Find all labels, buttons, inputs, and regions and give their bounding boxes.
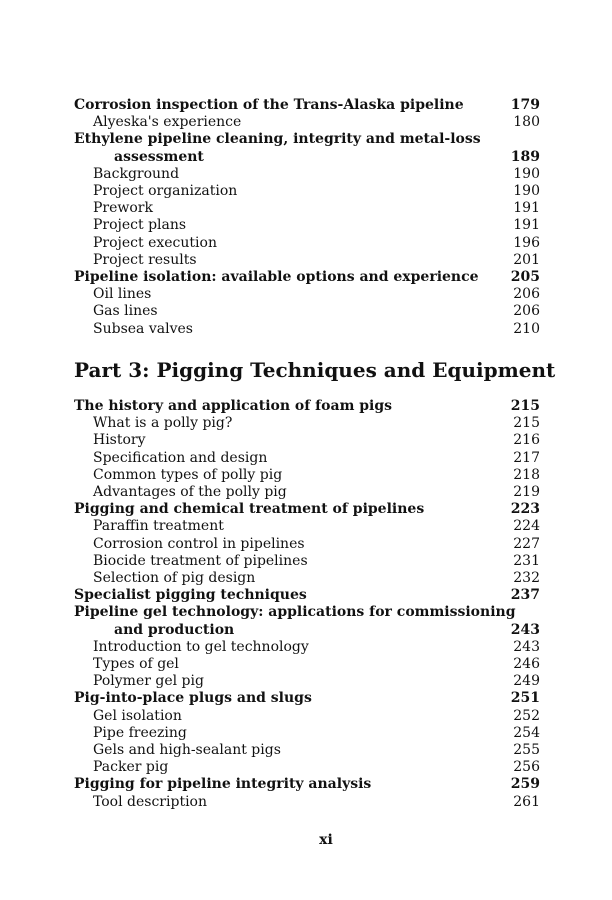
toc-entry: Project results 201 <box>93 251 540 268</box>
toc-entry: Ethylene pipeline cleaning, integrity and metal-loss <box>74 131 481 148</box>
toc-entry: Project plans 191 <box>93 217 540 234</box>
toc-entry: Selection of pig design 232 <box>93 570 540 587</box>
toc-entry: Gel isolation 252 <box>93 707 540 724</box>
toc-entry: Gas lines 206 <box>93 303 540 320</box>
toc-entry: Polymer gel pig 249 <box>93 673 540 690</box>
toc-entry: Pigging and chemical treatment of pipelines 223 <box>74 501 540 518</box>
toc-entry: Subsea valves 210 <box>93 320 540 337</box>
toc-section-part3 <box>74 398 540 811</box>
toc-entry: Oil lines 206 <box>93 286 540 303</box>
toc-entry: assessment 189 <box>114 148 540 165</box>
toc-entry: Common types of polly pig 218 <box>93 466 540 483</box>
toc-entry: Gels and high-sealant pigs 255 <box>93 742 540 759</box>
toc-entry: The history and application of foam pigs 215 <box>74 398 540 414</box>
toc-entry: and production 243 <box>114 621 540 638</box>
toc-entry: Packer pig 256 <box>93 759 540 776</box>
toc-entry: Pipeline gel technology: applications for commissioning <box>74 604 516 621</box>
toc-entry: Paraffin treatment 224 <box>93 518 540 535</box>
toc-entry: Pig-into-place plugs and slugs 251 <box>74 690 540 707</box>
toc-entry: Project organization 190 <box>93 183 540 200</box>
toc-entry: Pipe freezing 254 <box>93 724 540 741</box>
toc-entry: Corrosion inspection of the Trans-Alaska pipeline 179 <box>74 97 540 113</box>
toc-entry: Specialist pigging techniques 237 <box>74 587 540 604</box>
toc-entry: Prework 191 <box>93 200 540 217</box>
toc-entry: Project execution 196 <box>93 234 540 251</box>
toc-entry: Tool description 261 <box>93 793 540 810</box>
toc-entry: Introduction to gel technology 243 <box>93 638 540 655</box>
toc-entry: Pigging for pipeline integrity analysis 259 <box>74 776 540 793</box>
toc-entry: Pipeline isolation: available options and experience 205 <box>74 269 540 286</box>
toc-entry: Advantages of the polly pig 219 <box>93 484 540 501</box>
toc-entry: What is a polly pig? 215 <box>93 415 540 432</box>
toc-entry: Background 190 <box>93 165 540 182</box>
toc-entry: Types of gel 246 <box>93 656 540 673</box>
toc-entry: Biocide treatment of pipelines 231 <box>93 552 540 569</box>
toc-section-top <box>74 97 540 338</box>
toc-entry: Alyeska's experience 180 <box>93 114 540 131</box>
part-heading: Part 3: Pigging Techniques and Equipment <box>74 358 556 382</box>
toc-entry: Corrosion control in pipelines 227 <box>93 535 540 552</box>
toc-entry: History 216 <box>93 432 540 449</box>
page-number: xi <box>319 832 333 848</box>
toc-entry: Specification and design 217 <box>93 449 540 466</box>
